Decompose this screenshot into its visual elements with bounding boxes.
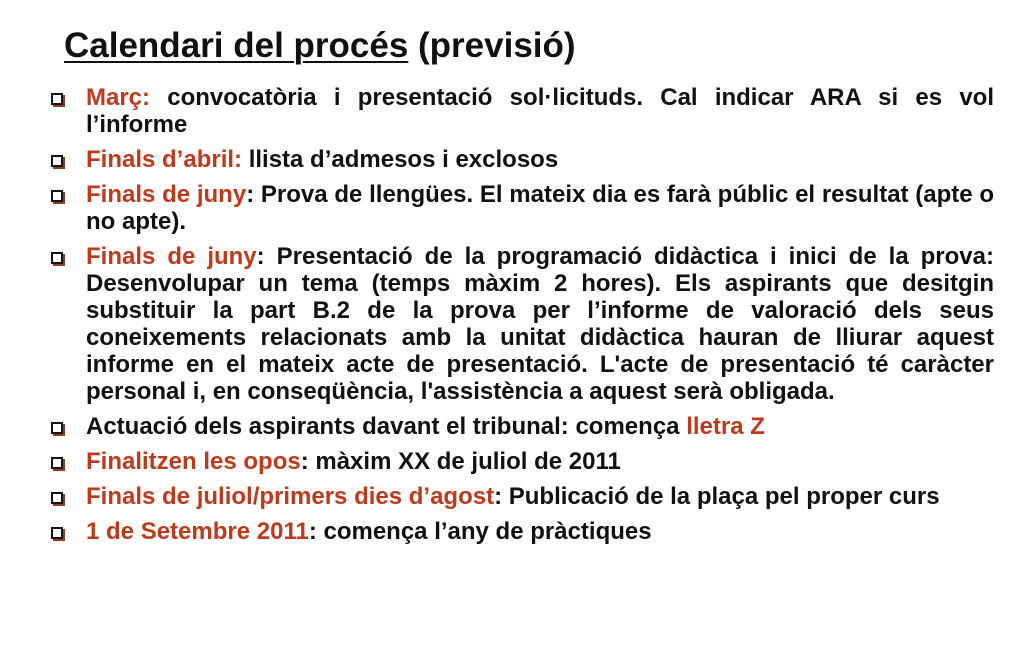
item-date-label: 1 de Setembre 2011 [86, 518, 309, 545]
item-date-label: Finals d’abril: [86, 146, 243, 173]
item-description: : màxim XX de juliol de 2011 [300, 448, 621, 475]
item-description: : comença l’any de pràctiques [308, 518, 652, 545]
item-date-label: Finals de juny [86, 243, 257, 270]
page-title-underlined: Calendari del procés [64, 26, 409, 65]
item-date-label: Finals de juny [86, 181, 247, 208]
hollow-square-icon [51, 190, 63, 202]
schedule-item-publicacio-placa [48, 483, 994, 510]
hollow-square-icon [51, 422, 63, 434]
item-highlight-label: lletra Z [686, 413, 765, 440]
item-description: llista d’admesos i exclosos [242, 146, 559, 173]
schedule-item-finals-abril [48, 146, 994, 173]
page-title [64, 22, 576, 70]
schedule-item-any-practiques [48, 518, 994, 545]
item-description: : Publicació de la plaça pel proper curs [494, 483, 940, 510]
schedule-item-actuacio [48, 413, 994, 440]
item-description: convocatòria i presentació sol·licituds. Cal indicar ARA si es vol l’informe [86, 84, 994, 138]
hollow-square-icon [51, 155, 63, 167]
item-date-label: Finals de juliol/primers dies d’agost [86, 483, 495, 510]
schedule-item-marc [48, 84, 994, 138]
item-description: : Presentació de la programació didàctica i inici de la prova: Desenvolupar un tema (temps màxim 2 hores). Els aspirants que desitgin substituir la part B.2 de la prova per l’informe de valoració dels seus coneixements relacionats amb la unitat didàctica hauran de lliurar aquest informe en el mateix acte de presentació. L'acte de presentació té caràcter personal i, en conseqüència, l'assistència a aquest serà obligada. [86, 243, 994, 405]
hollow-square-icon [51, 93, 63, 105]
schedule-list [48, 84, 994, 553]
item-date-label: Març: [86, 84, 151, 111]
hollow-square-icon [51, 527, 63, 539]
hollow-square-icon [51, 492, 63, 504]
schedule-item-programacio [48, 243, 994, 405]
item-date-label: Finalitzen les opos [86, 448, 301, 475]
hollow-square-icon [51, 457, 63, 469]
page-title-suffix: (previsió) [408, 26, 576, 65]
item-description: : Prova de llengües. El mateix dia es farà públic el resultat (apte o no apte). [86, 181, 995, 235]
hollow-square-icon [51, 252, 63, 264]
schedule-item-finalitzen [48, 448, 994, 475]
item-description: Actuació dels aspirants davant el tribunal: comença [86, 413, 687, 440]
schedule-item-prova-llengues [48, 181, 994, 235]
